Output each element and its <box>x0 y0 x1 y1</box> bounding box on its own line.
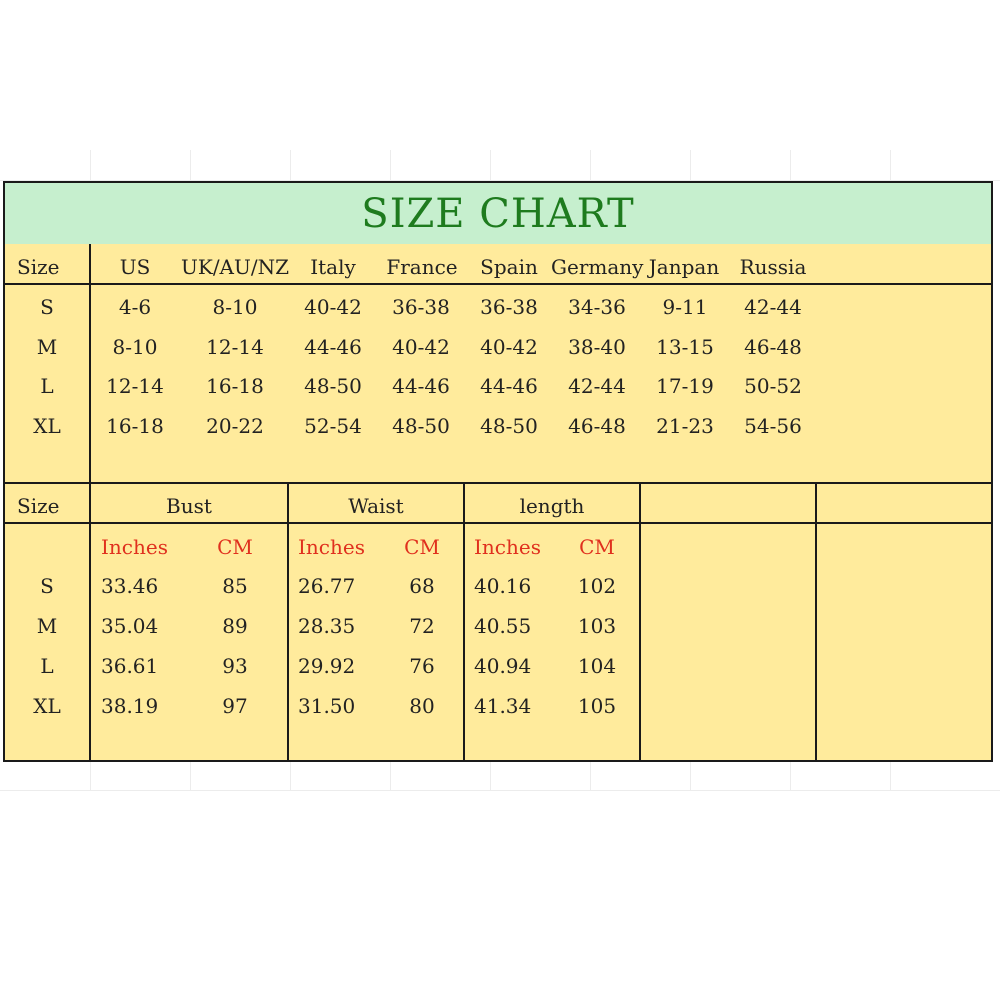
conversion-cell: 42-44 <box>568 374 626 398</box>
region-header-france: France <box>386 255 458 279</box>
conversion-cell: 46-48 <box>744 335 802 359</box>
conversion-cell: 44-46 <box>480 374 538 398</box>
conversion-cell: 36-38 <box>480 295 538 319</box>
conversion-cell: 36-38 <box>392 295 450 319</box>
title-band <box>3 181 993 246</box>
unit-cm-label: CM <box>217 535 253 559</box>
group-header-divider <box>3 522 993 524</box>
conversion-size-label: M <box>36 335 58 359</box>
region-header-russia: Russia <box>739 255 807 279</box>
conversion-cell: 46-48 <box>568 414 626 438</box>
unit-inches-label: Inches <box>101 535 168 559</box>
measurement-cell: 33.46 <box>101 574 159 598</box>
conversion-cell: 50-52 <box>744 374 802 398</box>
measurement-cell: 93 <box>222 654 248 678</box>
bust-column-divider <box>287 483 289 762</box>
conversion-cell: 38-40 <box>568 335 626 359</box>
measurement-cell: 35.04 <box>101 614 159 638</box>
measurement-cell: 80 <box>409 694 435 718</box>
length-column-divider <box>639 483 641 762</box>
conversion-cell: 8-10 <box>112 335 158 359</box>
conversion-cell: 40-42 <box>392 335 450 359</box>
measurement-cell: 103 <box>577 614 617 638</box>
measurement-size-label: M <box>36 614 58 638</box>
gridline <box>0 790 1000 791</box>
unit-inches-label: Inches <box>298 535 365 559</box>
measurement-cell: 28.35 <box>298 614 356 638</box>
border-right <box>991 244 993 762</box>
measurement-cell: 76 <box>409 654 435 678</box>
conversion-cell: 44-46 <box>304 335 362 359</box>
group-header-length: length <box>519 494 585 518</box>
header-divider <box>3 283 993 285</box>
measurement-size-label: S <box>40 574 54 598</box>
measurement-cell: 97 <box>222 694 248 718</box>
conversion-cell: 40-42 <box>304 295 362 319</box>
measurement-cell: 85 <box>222 574 248 598</box>
conversion-cell: 8-10 <box>212 295 258 319</box>
measurement-cell: 38.19 <box>101 694 159 718</box>
region-header-uk: UK/AU/NZ <box>181 255 289 279</box>
measurement-cell: 36.61 <box>101 654 159 678</box>
group-header-waist: Waist <box>348 494 404 518</box>
conversion-cell: 34-36 <box>568 295 626 319</box>
unit-inches-label: Inches <box>474 535 541 559</box>
conversion-cell: 12-14 <box>106 374 164 398</box>
conversion-size-header: Size <box>17 255 60 279</box>
group-header-bust: Bust <box>166 494 212 518</box>
measurement-cell: 26.77 <box>298 574 356 598</box>
measurement-size-header: Size <box>17 494 60 518</box>
conversion-cell: 16-18 <box>206 374 264 398</box>
measurement-cell: 104 <box>577 654 617 678</box>
conversion-cell: 4-6 <box>118 295 152 319</box>
measurement-cell: 68 <box>409 574 435 598</box>
border-bottom <box>3 760 993 762</box>
conversion-cell: 9-11 <box>662 295 708 319</box>
conversion-table-bg <box>3 244 993 483</box>
conversion-size-label: L <box>40 374 54 398</box>
region-header-germany: Germany <box>551 255 644 279</box>
conversion-cell: 13-15 <box>656 335 714 359</box>
measurement-cell: 105 <box>577 694 617 718</box>
region-header-spain: Spain <box>480 255 538 279</box>
conversion-cell: 48-50 <box>480 414 538 438</box>
unit-cm-label: CM <box>404 535 440 559</box>
measurement-cell: 40.94 <box>474 654 532 678</box>
border-left <box>3 244 5 762</box>
conversion-cell: 17-19 <box>656 374 714 398</box>
size-chart <box>3 181 993 762</box>
measurement-size-label: XL <box>33 694 61 718</box>
region-header-japan: Janpan <box>648 255 720 279</box>
measurement-cell: 72 <box>409 614 435 638</box>
conversion-size-label: XL <box>33 414 61 438</box>
measurement-cell: 40.16 <box>474 574 532 598</box>
region-header-italy: Italy <box>310 255 356 279</box>
measurement-cell: 41.34 <box>474 694 532 718</box>
conversion-cell: 48-50 <box>304 374 362 398</box>
measurement-cell: 29.92 <box>298 654 356 678</box>
unit-cm-label: CM <box>579 535 615 559</box>
section-divider <box>3 482 993 484</box>
measurement-cell: 102 <box>577 574 617 598</box>
conversion-cell: 21-23 <box>656 414 714 438</box>
conversion-cell: 20-22 <box>206 414 264 438</box>
conversion-cell: 16-18 <box>106 414 164 438</box>
measurement-cell: 40.55 <box>474 614 532 638</box>
measurement-cell: 31.50 <box>298 694 356 718</box>
region-header-us: US <box>119 255 151 279</box>
conversion-cell: 42-44 <box>744 295 802 319</box>
waist-column-divider <box>463 483 465 762</box>
conversion-cell: 54-56 <box>744 414 802 438</box>
measurement-cell: 89 <box>222 614 248 638</box>
conversion-cell: 44-46 <box>392 374 450 398</box>
measurement-size-label: L <box>40 654 54 678</box>
chart-title: SIZE CHART <box>361 191 635 237</box>
empty-column-divider <box>815 483 817 762</box>
conversion-cell: 40-42 <box>480 335 538 359</box>
conversion-cell: 52-54 <box>304 414 362 438</box>
conversion-size-label: S <box>40 295 54 319</box>
conversion-cell: 12-14 <box>206 335 264 359</box>
conversion-cell: 48-50 <box>392 414 450 438</box>
